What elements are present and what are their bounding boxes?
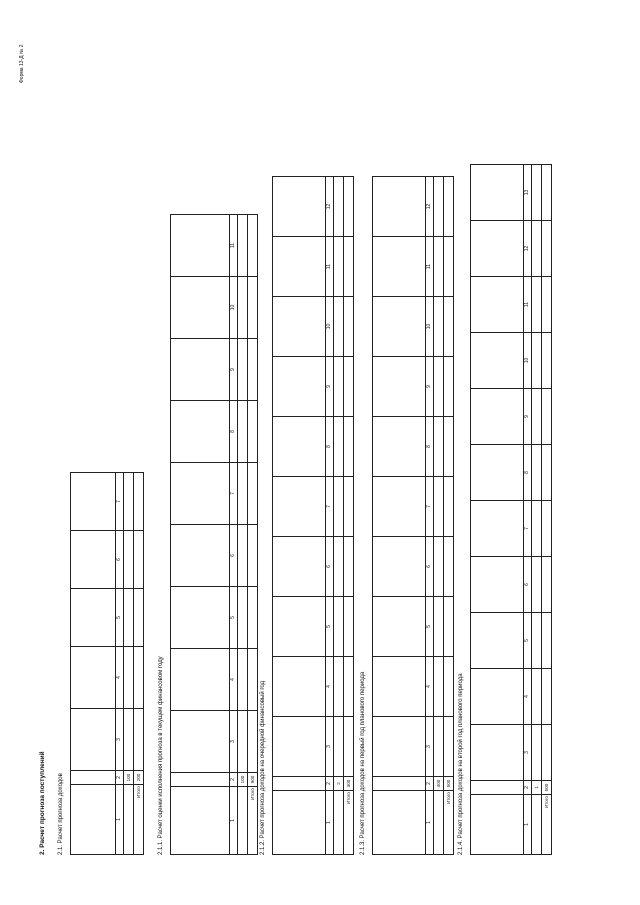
- header-cell: [273, 536, 325, 596]
- column-number: 1: [116, 784, 123, 854]
- data-cell: [344, 536, 353, 596]
- data-cell: [434, 416, 443, 476]
- row-code: 900: [248, 772, 257, 786]
- header-cell: [471, 612, 523, 668]
- header-cell: [373, 176, 425, 236]
- data-cell: [238, 338, 247, 400]
- data-cell: [248, 586, 257, 648]
- header-cell: [273, 416, 325, 476]
- data-cell: [238, 786, 247, 854]
- column-number: 9: [326, 356, 333, 416]
- column-number: 12: [524, 220, 531, 276]
- data-cell: [434, 296, 443, 356]
- total-label: Итого: [344, 790, 353, 854]
- column-number: 11: [426, 236, 433, 296]
- column-number: 12: [326, 176, 333, 236]
- header-cell: [273, 296, 325, 356]
- data-cell: [124, 784, 133, 854]
- total-row: [444, 176, 454, 854]
- column-number: 5: [116, 588, 123, 646]
- column-number: 10: [524, 332, 531, 388]
- header-cell: [471, 276, 523, 332]
- data-cell: [248, 462, 257, 524]
- column-number: 1: [426, 790, 433, 854]
- data-cell: [542, 388, 551, 444]
- column-number: 7: [426, 476, 433, 536]
- header-cell: [471, 556, 523, 612]
- data-cell: [444, 176, 453, 236]
- row-code: 300: [344, 776, 353, 790]
- data-cell: [542, 556, 551, 612]
- data-cell: [434, 716, 443, 776]
- header-cell: [373, 790, 425, 854]
- data-cell: [532, 500, 541, 556]
- form-label: Форма 13-Д № 2: [19, 44, 25, 83]
- data-cell: [334, 656, 343, 716]
- data-cell: [334, 536, 343, 596]
- column-number: 4: [426, 656, 433, 716]
- header-cell: [171, 586, 229, 648]
- table-2-1-2: [272, 176, 354, 855]
- data-cell: [334, 296, 343, 356]
- data-cell: [124, 530, 133, 588]
- row-code: 1: [532, 780, 541, 794]
- data-cell: [344, 356, 353, 416]
- column-number: 9: [426, 356, 433, 416]
- data-cell: [334, 790, 343, 854]
- column-number: 8: [230, 400, 237, 462]
- table-2-1: [70, 472, 144, 855]
- column-number: 3: [326, 716, 333, 776]
- section-2-1-2-heading: 2.1.2. Расчет прогноза доходов на очередной финансовый год: [260, 680, 266, 855]
- data-cell: [248, 276, 257, 338]
- data-cell: [248, 710, 257, 772]
- header-cell: [273, 596, 325, 656]
- data-cell: [444, 596, 453, 656]
- data-cell: [334, 416, 343, 476]
- data-cell: [248, 648, 257, 710]
- data-cell: [444, 656, 453, 716]
- column-number-row: [524, 164, 532, 854]
- data-cell: [532, 794, 541, 854]
- header-cell: [373, 476, 425, 536]
- table-header-row: [71, 472, 116, 854]
- header-cell: [373, 356, 425, 416]
- data-cell: [444, 536, 453, 596]
- column-number: 3: [426, 716, 433, 776]
- data-cell: [134, 708, 143, 770]
- data-cell: [334, 716, 343, 776]
- header-cell: [373, 656, 425, 716]
- column-number: 7: [230, 462, 237, 524]
- data-cell: [334, 356, 343, 416]
- data-cell: [444, 716, 453, 776]
- data-cell: [532, 164, 541, 220]
- data-cell: [542, 668, 551, 724]
- header-cell: [71, 588, 115, 646]
- data-cell: [134, 588, 143, 646]
- column-number: 2: [524, 780, 531, 794]
- data-cell: [344, 236, 353, 296]
- section-2-1-heading: 2.1. Расчет прогноза доходов: [58, 773, 64, 855]
- data-cell: [238, 648, 247, 710]
- data-cell: [134, 646, 143, 708]
- column-number: 1: [230, 786, 237, 854]
- column-number: 7: [326, 476, 333, 536]
- data-cell: [238, 276, 247, 338]
- table-header-row: [273, 176, 326, 854]
- total-label: Итого: [134, 784, 143, 854]
- data-cell: [444, 356, 453, 416]
- row-code: 500: [444, 776, 453, 790]
- data-cell: [542, 164, 551, 220]
- data-cell: [238, 400, 247, 462]
- data-cell: [248, 524, 257, 586]
- section-2-1-4-heading: 2.1.4. Расчет прогноза доходов на второй год планового периода: [458, 673, 464, 855]
- total-row: [344, 176, 354, 854]
- header-cell: [171, 276, 229, 338]
- column-number: 2: [326, 776, 333, 790]
- data-cell: [238, 586, 247, 648]
- header-cell: [171, 462, 229, 524]
- column-number: 1: [524, 794, 531, 854]
- data-cell: [344, 596, 353, 656]
- column-number: 2: [116, 770, 123, 784]
- data-cell: [248, 214, 257, 276]
- header-cell: [273, 176, 325, 236]
- table-row: [532, 164, 542, 854]
- header-cell: [373, 596, 425, 656]
- row-code: 100: [238, 772, 247, 786]
- column-number: 3: [116, 708, 123, 770]
- column-number: 1: [326, 790, 333, 854]
- header-cell: [171, 400, 229, 462]
- column-number: 5: [524, 612, 531, 668]
- column-number: 6: [326, 536, 333, 596]
- header-cell: [471, 220, 523, 276]
- data-cell: [532, 444, 541, 500]
- column-number: 11: [230, 214, 237, 276]
- header-cell: [471, 780, 523, 794]
- column-number: 4: [230, 648, 237, 710]
- data-cell: [248, 400, 257, 462]
- header-cell: [71, 646, 115, 708]
- header-cell: [171, 338, 229, 400]
- header-cell: [171, 648, 229, 710]
- header-cell: [373, 776, 425, 790]
- data-cell: [124, 472, 133, 530]
- column-number: 4: [116, 646, 123, 708]
- data-cell: [344, 716, 353, 776]
- column-number: 5: [230, 586, 237, 648]
- data-cell: [444, 236, 453, 296]
- column-number-row: [116, 472, 124, 854]
- header-cell: [273, 716, 325, 776]
- data-cell: [532, 220, 541, 276]
- table-2-1-4: [470, 164, 552, 855]
- data-cell: [542, 276, 551, 332]
- data-cell: [434, 356, 443, 416]
- data-cell: [542, 220, 551, 276]
- header-cell: [273, 790, 325, 854]
- header-cell: [273, 476, 325, 536]
- header-cell: [373, 716, 425, 776]
- column-number: 7: [116, 472, 123, 530]
- row-code: 500: [542, 780, 551, 794]
- header-cell: [373, 416, 425, 476]
- header-cell: [71, 784, 115, 854]
- table-2-1-3: [372, 176, 454, 855]
- row-code: 400: [434, 776, 443, 790]
- data-cell: [434, 236, 443, 296]
- row-code: 2: [334, 776, 343, 790]
- data-cell: [434, 656, 443, 716]
- data-cell: [532, 276, 541, 332]
- header-cell: [71, 708, 115, 770]
- row-code: 200: [134, 770, 143, 784]
- data-cell: [124, 646, 133, 708]
- header-cell: [471, 668, 523, 724]
- column-number: 10: [230, 276, 237, 338]
- header-cell: [373, 296, 425, 356]
- column-number: 8: [426, 416, 433, 476]
- data-cell: [444, 416, 453, 476]
- data-cell: [344, 656, 353, 716]
- header-cell: [471, 724, 523, 780]
- section-2-heading: 2. Расчет прогноза поступлений: [39, 751, 46, 855]
- column-number: 3: [230, 710, 237, 772]
- table-header-row: [471, 164, 524, 854]
- column-number: 10: [326, 296, 333, 356]
- header-cell: [273, 776, 325, 790]
- header-cell: [471, 444, 523, 500]
- section-2-1-3-heading: 2.1.3. Расчет прогноза доходов на первый год планового периода: [360, 671, 366, 855]
- header-cell: [171, 786, 229, 854]
- data-cell: [532, 388, 541, 444]
- header-cell: [171, 524, 229, 586]
- row-code: 100: [124, 770, 133, 784]
- table-header-row: [373, 176, 426, 854]
- header-cell: [471, 388, 523, 444]
- data-cell: [334, 476, 343, 536]
- data-cell: [124, 708, 133, 770]
- data-cell: [532, 612, 541, 668]
- data-cell: [134, 472, 143, 530]
- data-cell: [542, 444, 551, 500]
- data-cell: [238, 710, 247, 772]
- header-cell: [471, 794, 523, 854]
- data-cell: [344, 476, 353, 536]
- column-number: 4: [524, 668, 531, 724]
- header-cell: [471, 500, 523, 556]
- table-row: [434, 176, 444, 854]
- header-cell: [273, 236, 325, 296]
- header-cell: [71, 770, 115, 784]
- data-cell: [542, 332, 551, 388]
- header-cell: [373, 536, 425, 596]
- data-cell: [238, 524, 247, 586]
- column-number: 9: [230, 338, 237, 400]
- data-cell: [344, 416, 353, 476]
- data-cell: [248, 338, 257, 400]
- total-row: [542, 164, 552, 854]
- data-cell: [532, 724, 541, 780]
- table-row: [334, 176, 344, 854]
- column-number: 8: [524, 444, 531, 500]
- column-number: 3: [524, 724, 531, 780]
- data-cell: [542, 724, 551, 780]
- data-cell: [542, 612, 551, 668]
- data-cell: [532, 668, 541, 724]
- column-number: 5: [426, 596, 433, 656]
- header-cell: [373, 236, 425, 296]
- column-number: 9: [524, 388, 531, 444]
- column-number: 6: [230, 524, 237, 586]
- data-cell: [532, 332, 541, 388]
- column-number: 6: [426, 536, 433, 596]
- data-cell: [344, 296, 353, 356]
- header-cell: [171, 772, 229, 786]
- header-cell: [171, 710, 229, 772]
- header-cell: [273, 356, 325, 416]
- column-number: 7: [524, 500, 531, 556]
- column-number-row: [426, 176, 434, 854]
- column-number: 2: [230, 772, 237, 786]
- data-cell: [434, 536, 443, 596]
- data-cell: [134, 530, 143, 588]
- column-number: 11: [524, 276, 531, 332]
- data-cell: [238, 214, 247, 276]
- data-cell: [444, 476, 453, 536]
- data-cell: [334, 236, 343, 296]
- total-label: Итого: [542, 794, 551, 854]
- data-cell: [434, 476, 443, 536]
- total-row: [248, 214, 258, 854]
- column-number-row: [230, 214, 238, 854]
- header-cell: [71, 530, 115, 588]
- data-cell: [434, 790, 443, 854]
- total-row: [134, 472, 144, 854]
- data-cell: [238, 462, 247, 524]
- data-cell: [434, 596, 443, 656]
- header-cell: [471, 332, 523, 388]
- data-cell: [334, 176, 343, 236]
- total-label: Итого: [444, 790, 453, 854]
- data-cell: [434, 176, 443, 236]
- header-cell: [171, 214, 229, 276]
- column-number: 6: [524, 556, 531, 612]
- column-number: 12: [426, 176, 433, 236]
- column-number: 8: [326, 416, 333, 476]
- section-2-1-1-heading: 2.1.1. Расчет оценки исполнения прогноза в текущем финансовом году: [158, 656, 164, 855]
- data-cell: [334, 596, 343, 656]
- table-row: [238, 214, 248, 854]
- data-cell: [542, 500, 551, 556]
- data-cell: [532, 556, 541, 612]
- column-number-row: [326, 176, 334, 854]
- column-number: 6: [116, 530, 123, 588]
- total-label: Итого: [248, 786, 257, 854]
- column-number: 10: [426, 296, 433, 356]
- table-row: [124, 472, 134, 854]
- header-cell: [273, 656, 325, 716]
- column-number: 2: [426, 776, 433, 790]
- header-cell: [471, 164, 523, 220]
- data-cell: [124, 588, 133, 646]
- data-cell: [444, 296, 453, 356]
- table-2-1-1: [170, 214, 258, 855]
- column-number: 11: [326, 236, 333, 296]
- table-header-row: [171, 214, 230, 854]
- column-number: 13: [524, 164, 531, 220]
- column-number: 4: [326, 656, 333, 716]
- column-number: 5: [326, 596, 333, 656]
- data-cell: [344, 176, 353, 236]
- header-cell: [71, 472, 115, 530]
